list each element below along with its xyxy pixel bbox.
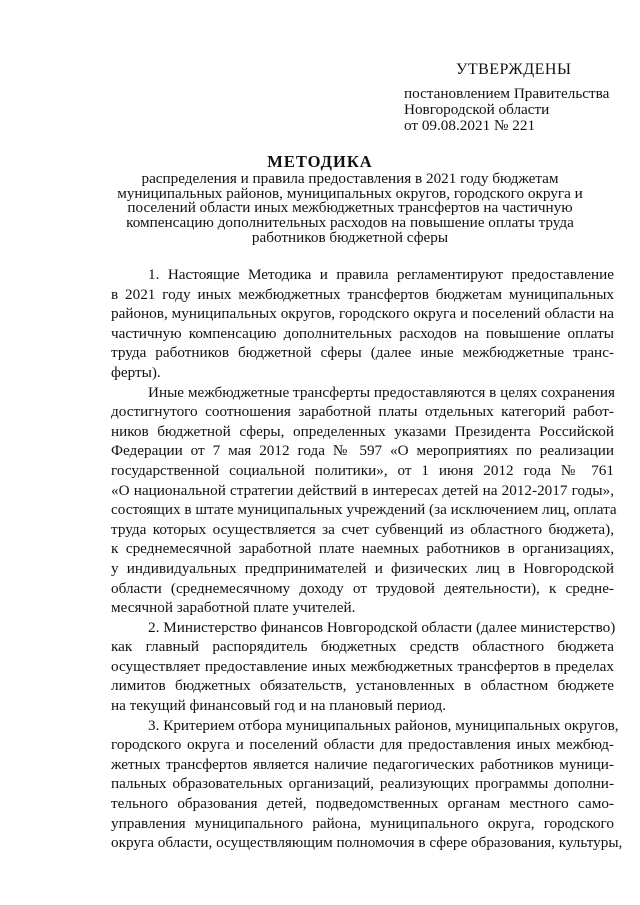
paragraph-line: жетных трансфертов является наличие педагогических работников муници- [111,755,614,773]
paragraph-line: 1. Настоящие Методика и правила регламентируют предоставление [148,266,614,283]
approval-block [404,60,634,134]
document-title: МЕТОДИКА [267,152,373,171]
paragraph-line: Иные межбюджетные трансферты предоставляются в целях сохранения [148,383,615,401]
paragraph-line: области (среднемесячному доходу от трудовой деятельности), к средне- [111,579,614,597]
paragraph [111,716,623,853]
paragraph-line: осуществляет предоставление иных межбюджетных трансфертов в пределах [111,657,614,675]
paragraph-line: на текущий финансовый год и на плановый период. [111,697,447,715]
subtitle-line: работников бюджетной сферы [251,228,449,246]
subtitle-line: компенсацию дополнительных расходов на повышение оплаты труда [126,214,574,232]
paragraph-line: труда работников бюджетной сферы (далее иные межбюджетные транс- [111,344,614,362]
approval-line: от 09.08.2021 № 221 [404,117,536,134]
paragraph-line: достигнутого соотношения заработной платы отдельных категорий работ- [111,403,614,421]
paragraph-line: труда которых осуществляется за счет субвенций из областного бюджета), [111,520,614,538]
paragraph-line: пальных образовательных организаций, реализующих программы дополни- [111,775,614,793]
paragraph-line: районов, муниципальных округов, городского округа и поселений области на [111,305,614,323]
paragraph-line: как главный распорядитель бюджетных средств областного бюджета [111,638,614,656]
paragraph-line: месячной заработной плате учителей. [111,599,356,617]
paragraph-line: управления муниципального района, муниципального округа, городского [111,814,614,832]
paragraph-line: частичную компенсацию дополнительных расходов на повышение оплаты [111,324,614,342]
paragraph-line: «О национальной стратегии действий в интересах детей на 2012-2017 годы», [111,481,614,499]
document-subtitle [110,172,590,246]
subtitle-line: распределения и правила предоставления в 2021 году бюджетам [141,170,559,187]
subtitle-line: поселений области иных межбюджетных трансфертов на частичную [127,199,573,217]
paragraph [111,618,614,716]
paragraph-line: городского округа и поселений области для предоставления иных межбюд- [111,736,614,754]
paragraph-line: ников бюджетной сферы, определенных указами Президента Российской [111,422,614,440]
paragraph-line: лимитов бюджетных обязательств, установленных в областном бюджете [111,677,614,695]
paragraph-line: Федерации от 7 мая 2012 года № 597 «О мероприятиях по реализации [111,442,614,460]
paragraph-line: ферты). [111,363,161,381]
paragraph-line: 3. Критерием отбора муниципальных районов, муниципальных округов, [148,716,619,734]
approval-heading: УТВЕРЖДЕНЫ [456,61,572,78]
document-body [111,265,623,853]
paragraph-line: к среднемесячной заработной плате наемных работников в организациях, [111,540,614,558]
paragraph-line: в 2021 году иных межбюджетных трансфертов бюджетам муниципальных [111,285,614,303]
paragraph-line: состоящих в штате муниципальных учреждений (за исключением лиц, оплата [111,501,617,519]
paragraph [111,265,614,383]
paragraph-line: у индивидуальных предпринимателей и физических лиц в Новгородской [111,559,614,577]
subtitle-line: муниципальных районов, муниципальных округов, городского округа и [117,184,583,202]
paragraph-line: государственной социальной политики», от 1 июня 2012 года № 761 [111,461,614,479]
approval-line: Новгородской области [404,101,550,118]
paragraph-line: тельного образования детей, подведомственных органам местного само- [111,795,614,813]
paragraph-line: округа области, осуществляющим полномочия в сфере образования, культуры, [111,834,623,852]
paragraph-line: 2. Министерство финансов Новгородской области (далее министерство) [148,618,616,636]
approval-line: постановлением Правительства [404,85,610,102]
paragraph [111,383,617,618]
